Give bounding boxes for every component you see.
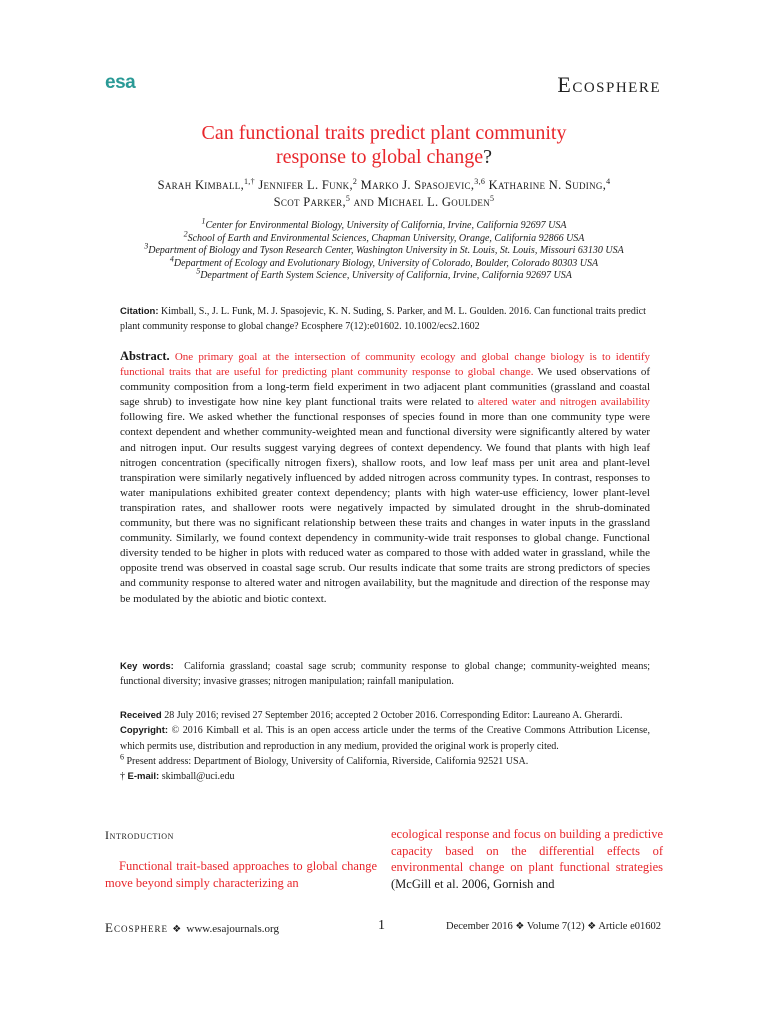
article-title [0, 121, 768, 169]
affiliation-3-text: Department of Biology and Tyson Research Center, Washington University in St. Louis, St. Louis, Missouri 63130 USA [148, 245, 624, 256]
footer-article: Article e01602 [598, 921, 661, 932]
citation-text: Kimball, S., J. L. Funk, M. J. Spasojevic, K. N. Suding, S. Parker, and M. L. Goulden. 2016. Can functional traits predict plant community response to global change? Ecosphere 7(12):e01602. 10.1002/ecs2.1602 [120, 306, 646, 332]
author-1-sup: 1,† [244, 176, 255, 186]
footer-journal [105, 920, 279, 936]
intro-right-column [391, 826, 663, 892]
keywords-label: Key words: [120, 661, 174, 672]
author-3-sup: 3,6 [474, 176, 486, 186]
abstract-highlight-1: One primary goal at the intersection of community ecology and global change biology is to identify functional traits that are useful for predicting plant community response to global change. [120, 351, 650, 379]
footer-date: December 2016 [446, 921, 513, 932]
affiliation-2 [100, 229, 668, 246]
abstract-text-2: following fire. We asked whether the functional responses of species found in more than one community type were context dependent and whether community-weighted mean and functional diversity were significantly altered by water and nitrogen input. Our results suggest varying degrees of context dependency. We found that plants with high leaf nitrogen concentration (specifically nitrogen fixers), shallow roots, and low leaf mass per unit area and plant-level transpiration were similarly negatively influenced by added nitrogen across community types. In contrast, responses to water manipulations exhibited greater context dependency; plants with high water-use efficiency, lower plant-level transpiration rates, and shallower roots were negatively impacted by simulated drought in the shrub-dominated community, but there was no significant relationship between these traits and changes in water inputs in the grassland community. Similarly, we found context dependency in community-wide trait responses to global change. Functional diversity tended to be higher in plots with reduced water as compared to those with added water in grassland, while the opposite trend was observed in coastal sage scrub. Our results indicate that some traits are strong predictors of species and community response to altered water and nitrogen availability, but the magnitude and direction of the response may be modulated by the abiotic and biotic context. [120, 411, 650, 605]
received-label: Received [120, 710, 162, 721]
affiliation-5-text: Department of Earth System Science, University of California, Irvine, California 92697 USA [200, 270, 572, 281]
present-address-line [120, 754, 650, 769]
author-4: Katharine N. Suding, [488, 178, 607, 192]
author-list [100, 177, 668, 211]
keywords-text: California grassland; coastal sage scrub; community response to global change; community-weighted means; functional diversity; invasive grasses; nitrogen manipulation; rainfall manipulation. [120, 661, 650, 687]
author-5: Scot Parker, [273, 195, 346, 209]
present-address-sup: 6 [120, 752, 124, 762]
affiliation-4-text: Department of Ecology and Evolutionary Biology, University of Colorado, Boulder, Colorado 80303 USA [173, 257, 599, 269]
affiliation-3-sup: 3 [144, 241, 149, 251]
email-line [120, 769, 650, 784]
diamond-icon: ❖ [587, 921, 597, 932]
citation-label: Citation: [120, 306, 159, 317]
affiliation-5 [100, 266, 668, 283]
received-line [120, 708, 650, 723]
title-line-2-main: response to global change [275, 146, 484, 168]
esa-logo: esa [105, 72, 136, 93]
affiliation-1-sup: 1 [201, 216, 206, 226]
author-2-sup: 2 [352, 176, 358, 186]
email-dagger: † [120, 771, 125, 783]
author-6-sup: 5 [490, 193, 495, 203]
affiliation-4-sup: 4 [169, 254, 174, 264]
author-4-sup: 4 [606, 176, 611, 186]
journal-name: Ecosphere [557, 72, 661, 97]
intro-right-text: (McGill et al. 2006, Gornish and [391, 876, 555, 891]
abstract-block [120, 349, 650, 607]
citation-block [120, 304, 650, 334]
author-2: Jennifer L. Funk, [258, 178, 353, 192]
footer-journal-name: Ecosphere [105, 920, 168, 935]
intro-right-highlight: ecological response and focus on building a predictive capacity based on the differential effects of environmental change on plant functional strategies [391, 827, 663, 874]
copyright-text: © 2016 Kimball et al. This is an open access article under the terms of the Creative Commons Attribution License, which permits use, distribution and reproduction in any medium, provided the original work is properly cited. [120, 725, 650, 752]
abstract-text-1: We used observations of community composition from a long-term field experiment in two adjacent plant communities (grassland and coastal sage shrub) to investigate how nine key plant functional traits were related to [120, 366, 651, 409]
diamond-icon: ❖ [515, 921, 525, 932]
affiliations [100, 216, 668, 283]
article-meta [120, 708, 650, 784]
affiliation-2-text: School of Earth and Environmental Sciences, Chapman University, Orange, California 92866 USA [187, 232, 585, 244]
author-5-sup: 5 [345, 193, 351, 203]
abstract-highlight-2: altered water and nitrogen availability [477, 396, 651, 409]
footer-issue-info [446, 921, 661, 932]
affiliation-1-text: Center for Environmental Biology, University of California, Irvine, California 92697 USA [205, 220, 567, 231]
affiliation-4 [100, 254, 668, 271]
introduction-heading: Introduction [105, 828, 174, 842]
keywords-block [120, 659, 650, 689]
title-line-1: Can functional traits predict plant community [201, 122, 567, 144]
affiliation-5-sup: 5 [196, 266, 201, 276]
email-address[interactable]: skimball@uci.edu [161, 771, 235, 783]
email-label: E-mail: [127, 771, 160, 783]
title-line-2 [0, 145, 768, 169]
abstract-label: Abstract. [120, 349, 170, 363]
diamond-icon: ❖ [172, 924, 183, 935]
page-number: 1 [378, 918, 385, 933]
copyright-line [120, 723, 650, 754]
affiliation-2-sup: 2 [183, 229, 188, 239]
footer-volume: Volume 7(12) [526, 921, 585, 932]
title-question-mark: ? [483, 146, 493, 168]
author-6: and Michael L. Goulden [353, 195, 491, 209]
received-text: 28 July 2016; revised 27 September 2016; accepted 2 October 2016. Corresponding Editor: Laureano A. Gherardi. [164, 710, 623, 721]
author-1: Sarah Kimball, [157, 178, 244, 192]
intro-left-column: Functional trait-based approaches to global change move beyond simply characterizing an [105, 859, 377, 890]
copyright-label: Copyright: [120, 725, 169, 737]
footer-url[interactable]: www.esajournals.org [186, 923, 279, 935]
affiliation-3 [100, 241, 668, 258]
present-address-text: Present address: Department of Biology, University of California, Riverside, California 92521 USA. [126, 755, 529, 767]
author-3: Marko J. Spasojevic, [360, 178, 475, 192]
